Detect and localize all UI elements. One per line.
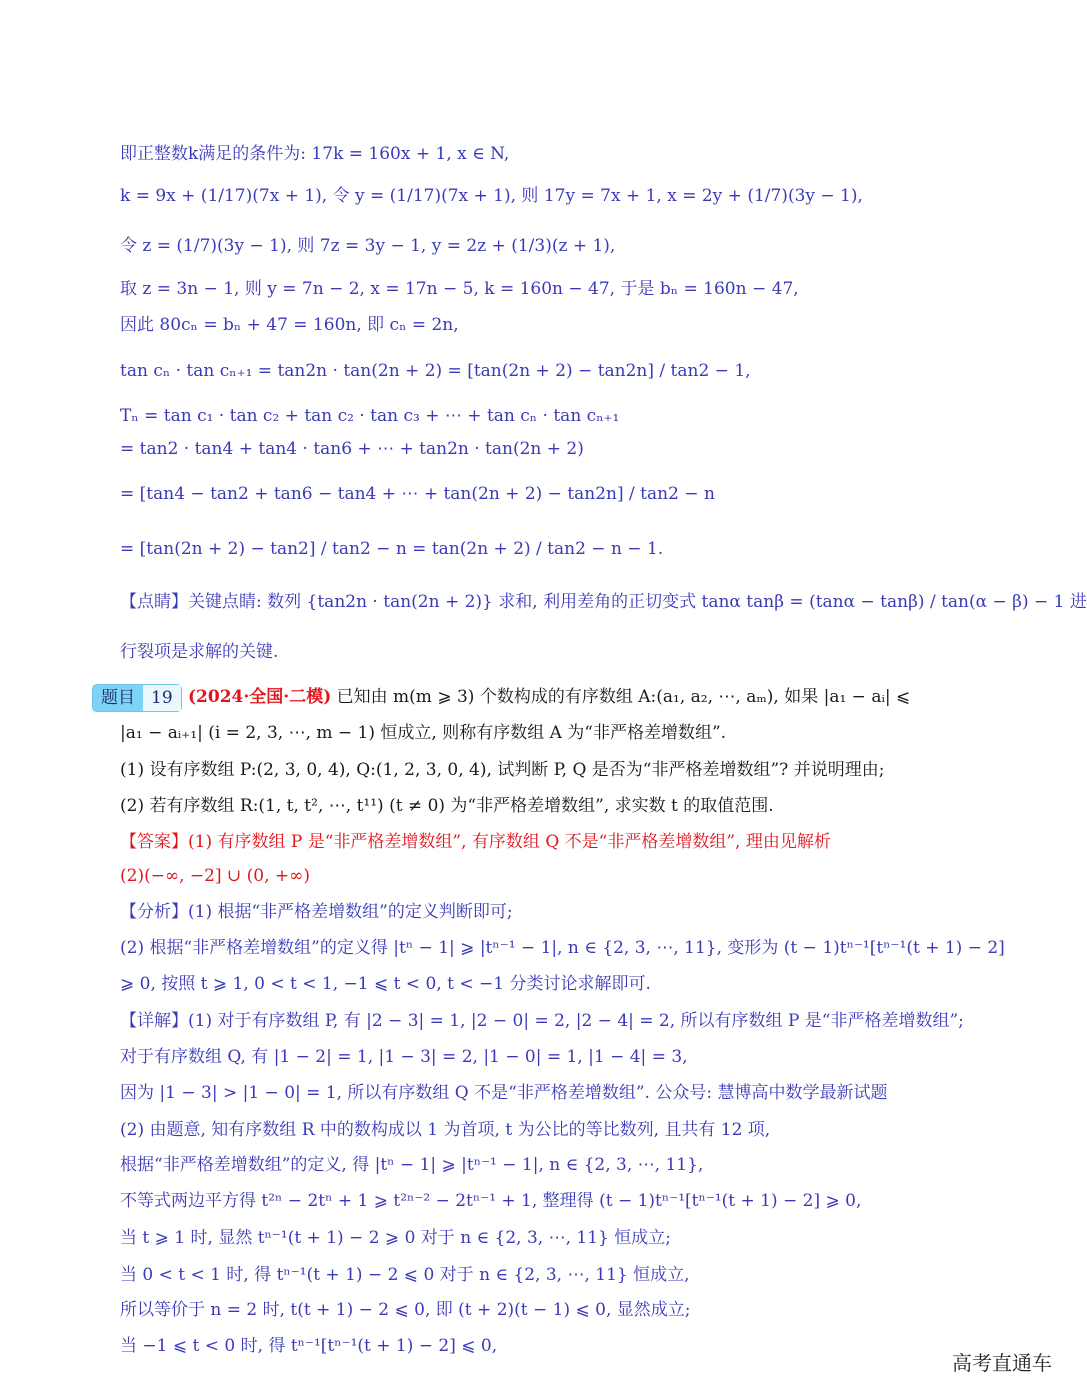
solution-line: Tₙ = tan c₁ · tan c₂ + tan c₂ · tan c₃ + ⋯ + tan cₙ · tan cₙ₊₁ bbox=[120, 406, 620, 426]
detail-line: 不等式两边平方得 t²ⁿ − 2tⁿ + 1 ⩾ t²ⁿ⁻² − 2tⁿ⁻¹ + 1, 整理得 (t − 1)tⁿ⁻¹[tⁿ⁻¹(t + 1) − 2] ⩾ 0, bbox=[120, 1191, 862, 1211]
solution-line: 取 z = 3n − 1, 则 y = 7n − 2, x = 17n − 5, k = 160n − 47, 于是 bₙ = 160n − 47, bbox=[120, 279, 799, 299]
solution-line: = [tan4 − tan2 + tan6 − tan4 + ⋯ + tan(2n + 2) − tan2n] / tan2 − n bbox=[120, 484, 715, 504]
analysis-line: (2) 根据“非严格差增数组”的定义得 |tⁿ − 1| ⩾ |tⁿ⁻¹ − 1|, n ∈ {2, 3, ⋯, 11}, 变形为 (t − 1)tⁿ⁻¹[tⁿ⁻¹(t + 1) − 2] bbox=[120, 938, 1005, 958]
question-part-1: (1) 设有序数组 P:(2, 3, 0, 4), Q:(1, 2, 3, 0, 4), 试判断 P, Q 是否为“非严格差增数组”? 并说明理由; bbox=[120, 760, 885, 780]
solution-line: tan cₙ · tan cₙ₊₁ = tan2n · tan(2n + 2) = [tan(2n + 2) − tan2n] / tan2 − 1, bbox=[120, 361, 751, 381]
question-tag-number: 19 bbox=[143, 685, 181, 711]
solution-line: = tan2 · tan4 + tan4 · tan6 + ⋯ + tan2n · tan(2n + 2) bbox=[120, 439, 584, 459]
detail-line: 所以等价于 n = 2 时, t(t + 1) − 2 ⩽ 0, 即 (t + 2)(t − 1) ⩽ 0, 显然成立; bbox=[120, 1300, 691, 1320]
detail-line: 当 −1 ⩽ t < 0 时, 得 tⁿ⁻¹[tⁿ⁻¹(t + 1) − 2] ⩽ 0, bbox=[120, 1336, 498, 1356]
solution-line: 即正整数k满足的条件为: 17k = 160x + 1, x ∈ N, bbox=[120, 144, 510, 164]
analysis-line: 【分析】(1) 根据“非严格差增数组”的定义判断即可; bbox=[120, 902, 513, 922]
detail-line: 当 t ⩾ 1 时, 显然 tⁿ⁻¹(t + 1) − 2 ⩾ 0 对于 n ∈ {2, 3, ⋯, 11} 恒成立; bbox=[120, 1228, 671, 1248]
detail-line: (2) 由题意, 知有序数组 R 中的数构成以 1 为首项, t 为公比的等比数列, 且共有 12 项, bbox=[120, 1120, 771, 1140]
detail-line: 对于有序数组 Q, 有 |1 − 2| = 1, |1 − 3| = 2, |1 − 0| = 1, |1 − 4| = 3, bbox=[120, 1047, 688, 1067]
question-part-2: (2) 若有序数组 R:(1, t, t², ⋯, t¹¹) (t ≠ 0) 为“非严格差增数组”, 求实数 t 的取值范围. bbox=[120, 796, 774, 816]
answer-line: 【答案】(1) 有序数组 P 是“非严格差增数组”, 有序数组 Q 不是“非严格差增数组”, 理由见解析 bbox=[120, 832, 831, 852]
solution-line: = [tan(2n + 2) − tan2] / tan2 − n = tan(2n + 2) / tan2 − n − 1. bbox=[120, 539, 664, 559]
key-point-line: 行裂项是求解的关键. bbox=[120, 642, 279, 662]
question-source: (2024·全国·二模) bbox=[188, 687, 332, 707]
answer-line: (2)(−∞, −2] ∪ (0, +∞) bbox=[120, 866, 310, 886]
question-tag bbox=[92, 684, 182, 712]
detail-line: 因为 |1 − 3| > |1 − 0| = 1, 所以有序数组 Q 不是“非严格差增数组”. 公众号: 慧博高中数学最新试题 bbox=[120, 1083, 888, 1103]
watermark: 高考直通车 bbox=[952, 1351, 1052, 1375]
analysis-line: ⩾ 0, 按照 t ⩾ 1, 0 < t < 1, −1 ⩽ t < 0, t < −1 分类讨论求解即可. bbox=[120, 974, 651, 994]
question-stem-line bbox=[188, 685, 988, 709]
question-stem-line: |a₁ − aᵢ₊₁| (i = 2, 3, ⋯, m − 1) 恒成立, 则称有序数组 A 为“非严格差增数组”. bbox=[120, 723, 727, 743]
solution-line: 因此 80cₙ = bₙ + 47 = 160n, 即 cₙ = 2n, bbox=[120, 315, 459, 335]
detail-line: 当 0 < t < 1 时, 得 tⁿ⁻¹(t + 1) − 2 ⩽ 0 对于 n ∈ {2, 3, ⋯, 11} 恒成立, bbox=[120, 1265, 690, 1285]
question-tag-label: 题目 bbox=[93, 685, 143, 711]
question-stem-text: 已知由 m(m ⩾ 3) 个数构成的有序数组 A:(a₁, a₂, ⋯, aₘ), 如果 |a₁ − aᵢ| ⩽ bbox=[331, 687, 911, 707]
solution-line: k = 9x + (1/17)(7x + 1), 令 y = (1/17)(7x + 1), 则 17y = 7x + 1, x = 2y + (1/7)(3y − 1), bbox=[120, 186, 863, 206]
key-point-line: 【点睛】关键点睛: 数列 {tan2n · tan(2n + 2)} 求和, 利用差角的正切变式 tanα tanβ = (tanα − tanβ) / tan(α − β) − 1 进 bbox=[120, 592, 1087, 612]
detail-line: 【详解】(1) 对于有序数组 P, 有 |2 − 3| = 1, |2 − 0| = 2, |2 − 4| = 2, 所以有序数组 P 是“非严格差增数组”; bbox=[120, 1011, 964, 1031]
detail-line: 根据“非严格差增数组”的定义, 得 |tⁿ − 1| ⩾ |tⁿ⁻¹ − 1|, n ∈ {2, 3, ⋯, 11}, bbox=[120, 1155, 704, 1175]
solution-line: 令 z = (1/7)(3y − 1), 则 7z = 3y − 1, y = 2z + (1/3)(z + 1), bbox=[120, 236, 616, 256]
